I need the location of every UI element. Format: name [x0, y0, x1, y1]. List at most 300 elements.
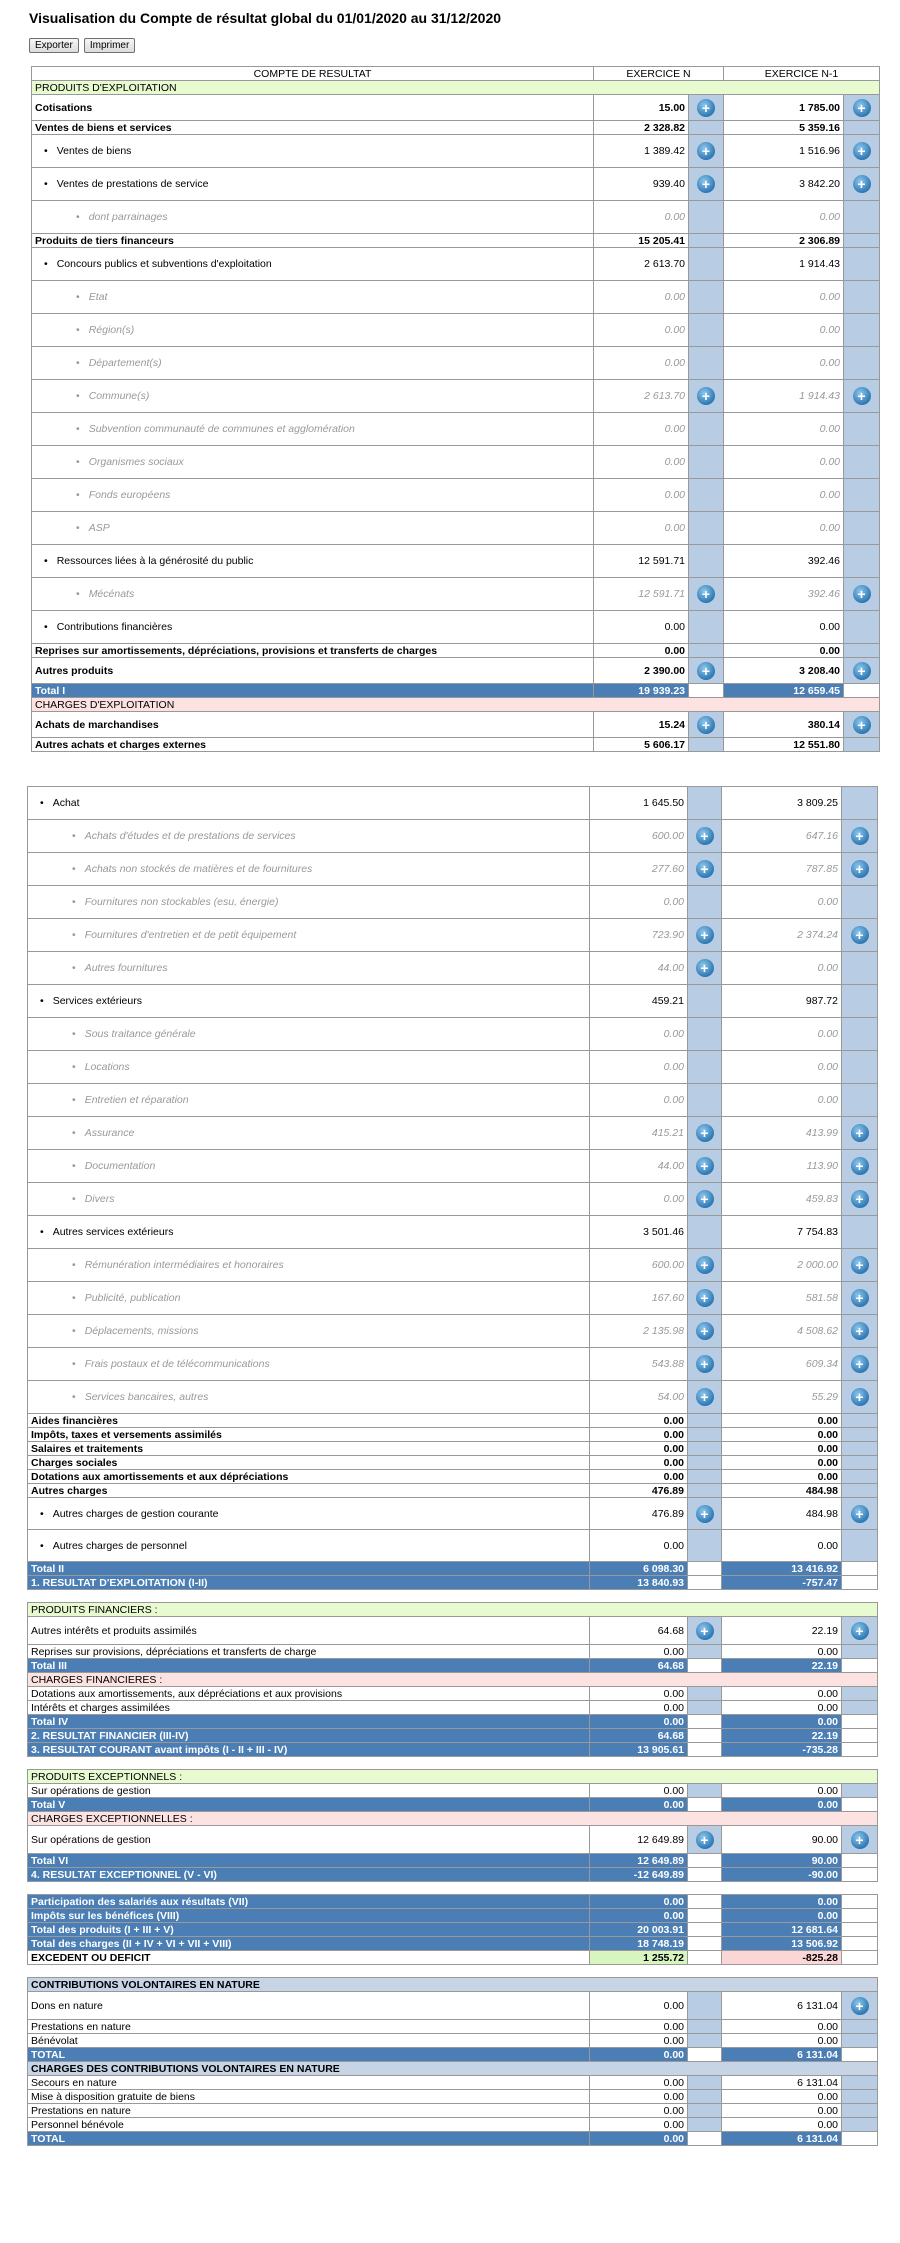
row-label-cell [28, 2020, 590, 2034]
section-header-row [28, 1770, 878, 1784]
value-exercice-n1: 2 000.00 [722, 1249, 842, 1282]
row-label-cell [28, 1414, 590, 1428]
value-exercice-n: 13 840.93 [590, 1576, 688, 1590]
value-exercice-n1: 647.16 [722, 820, 842, 853]
table-row [28, 1381, 878, 1414]
row-label: 1. RESULTAT D'EXPLOITATION (I-II) [31, 1576, 208, 1589]
plus-circle-icon[interactable]: + [851, 1190, 869, 1208]
row-label-cell [28, 1576, 590, 1590]
value-exercice-n1: 0.00 [724, 446, 844, 479]
value-exercice-n: 12 591.71 [594, 578, 689, 611]
value-exercice-n1: 22.19 [722, 1659, 842, 1673]
row-label: TOTAL [31, 2132, 66, 2145]
table-row [28, 919, 878, 952]
row-label-cell [32, 347, 594, 380]
detail-cell-n [689, 712, 724, 738]
detail-cell-n [689, 644, 724, 658]
detail-cell-n1 [842, 1530, 878, 1562]
table-row [28, 1498, 878, 1530]
bullet-icon: • [72, 1391, 76, 1403]
plus-circle-icon[interactable]: + [851, 1622, 869, 1640]
value-exercice-n: 0.00 [590, 1798, 688, 1812]
plus-circle-icon[interactable]: + [696, 1388, 714, 1406]
row-label: Bénévolat [31, 2034, 78, 2047]
plus-circle-icon[interactable]: + [853, 662, 871, 680]
bullet-icon: • [76, 390, 80, 402]
detail-cell-n1 [842, 1414, 878, 1428]
value-exercice-n: 723.90 [590, 919, 688, 952]
row-label: Autres services extérieurs [52, 1226, 174, 1238]
spacer-cell [28, 1965, 878, 1978]
row-label: Ventes de prestations de service [56, 178, 209, 190]
detail-cell-n [689, 201, 724, 234]
value-exercice-n: 0.00 [590, 1909, 688, 1923]
value-exercice-n1: 90.00 [722, 1826, 842, 1854]
row-label-cell [28, 2034, 590, 2048]
value-exercice-n: 54.00 [590, 1381, 688, 1414]
detail-cell-n [688, 1484, 722, 1498]
detail-cell-n1 [842, 1051, 878, 1084]
detail-cell-n [688, 1659, 722, 1673]
section-header-row [28, 1978, 878, 1992]
table-row [28, 2118, 878, 2132]
detail-cell-n [688, 1992, 722, 2020]
table-row [28, 1428, 878, 1442]
plus-circle-icon[interactable]: + [851, 860, 869, 878]
detail-cell-n1 [842, 853, 878, 886]
value-exercice-n: 415.21 [590, 1117, 688, 1150]
row-label-cell [28, 1937, 590, 1951]
row-label-cell [28, 1084, 590, 1117]
row-label: Ventes de biens et services [35, 121, 172, 134]
detail-cell-n1 [844, 95, 880, 121]
plus-circle-icon[interactable]: + [696, 1256, 714, 1274]
detail-cell-n1 [842, 886, 878, 919]
value-exercice-n1: 484.98 [722, 1484, 842, 1498]
value-exercice-n1: 0.00 [722, 1018, 842, 1051]
row-label-cell [28, 1530, 590, 1562]
section-header: CHARGES FINANCIERES : [28, 1673, 878, 1687]
detail-cell-n1 [842, 1937, 878, 1951]
row-label-cell [28, 787, 590, 820]
table-row [28, 1018, 878, 1051]
plus-circle-icon[interactable]: + [851, 1388, 869, 1406]
row-label: Services extérieurs [52, 995, 142, 1007]
row-label-cell [28, 1381, 590, 1414]
value-exercice-n: 0.00 [594, 413, 689, 446]
detail-cell-n [689, 446, 724, 479]
table-row [32, 95, 880, 121]
plus-circle-icon[interactable]: + [696, 1322, 714, 1340]
bullet-icon: • [72, 1325, 76, 1337]
detail-cell-n [688, 1617, 722, 1645]
value-exercice-n1: 2 374.24 [722, 919, 842, 952]
total-row [28, 1909, 878, 1923]
column-header-n1: EXERCICE N-1 [724, 67, 880, 81]
detail-cell-n [689, 738, 724, 752]
plus-circle-icon[interactable]: + [853, 716, 871, 734]
table-row [32, 545, 880, 578]
value-exercice-n: 167.60 [590, 1282, 688, 1315]
plus-circle-icon[interactable]: + [696, 1831, 714, 1849]
row-label-cell [28, 1645, 590, 1659]
row-label-cell [28, 1348, 590, 1381]
row-label-cell [32, 234, 594, 248]
detail-cell-n [688, 1576, 722, 1590]
bullet-icon: • [76, 489, 80, 501]
detail-cell-n1 [842, 2104, 878, 2118]
plus-circle-icon[interactable]: + [697, 99, 715, 117]
print-button[interactable]: Imprimer [84, 38, 135, 53]
plus-circle-icon[interactable]: + [696, 1190, 714, 1208]
value-exercice-n: 0.00 [590, 1018, 688, 1051]
detail-cell-n [688, 787, 722, 820]
table-row [28, 1414, 878, 1428]
row-label-cell [28, 1183, 590, 1216]
value-exercice-n1: 0.00 [722, 1715, 842, 1729]
plus-circle-icon[interactable]: + [696, 926, 714, 944]
value-exercice-n: 0.00 [590, 1992, 688, 2020]
row-label: Etat [88, 291, 108, 303]
row-label: Autres charges de gestion courante [52, 1507, 219, 1520]
table-row [28, 1442, 878, 1456]
detail-cell-n1 [842, 1951, 878, 1965]
detail-cell-n1 [844, 545, 880, 578]
detail-cell-n [689, 380, 724, 413]
detail-cell-n [688, 1051, 722, 1084]
plus-circle-icon[interactable]: + [697, 387, 715, 405]
total-row [28, 1729, 878, 1743]
detail-cell-n1 [842, 2034, 878, 2048]
row-label: Ressources liées à la générosité du public [56, 555, 254, 567]
row-label-cell [32, 479, 594, 512]
plus-circle-icon[interactable]: + [696, 1289, 714, 1307]
plus-circle-icon[interactable]: + [696, 1157, 714, 1175]
bullet-icon: • [76, 423, 80, 435]
plus-circle-icon[interactable]: + [851, 827, 869, 845]
row-label: EXCEDENT OU DEFICIT [31, 1951, 151, 1964]
section-header-row [28, 1603, 878, 1617]
plus-circle-icon[interactable]: + [697, 662, 715, 680]
value-exercice-n: 44.00 [590, 1150, 688, 1183]
detail-cell-n1 [842, 919, 878, 952]
plus-circle-icon[interactable]: + [696, 959, 714, 977]
value-exercice-n1: -735.28 [722, 1743, 842, 1757]
plus-circle-icon[interactable]: + [696, 860, 714, 878]
plus-circle-icon[interactable]: + [697, 175, 715, 193]
row-label: Autres charges [31, 1484, 108, 1497]
value-exercice-n1: 0.00 [724, 281, 844, 314]
value-exercice-n1: 7 754.83 [722, 1216, 842, 1249]
table-row [28, 1183, 878, 1216]
detail-cell-n [689, 658, 724, 684]
detail-cell-n [688, 1442, 722, 1456]
table-row [32, 738, 880, 752]
detail-cell-n1 [842, 1562, 878, 1576]
section-header: PRODUITS FINANCIERS : [28, 1603, 878, 1617]
table-row [28, 2076, 878, 2090]
bullet-icon: • [40, 1226, 44, 1238]
row-label-cell [28, 886, 590, 919]
table-row [32, 413, 880, 446]
value-exercice-n: 0.00 [590, 1701, 688, 1715]
value-exercice-n1: 0.00 [722, 1051, 842, 1084]
value-exercice-n: 476.89 [590, 1484, 688, 1498]
bullet-icon: • [44, 621, 48, 633]
table-row [28, 1348, 878, 1381]
value-exercice-n1: 12 551.80 [724, 738, 844, 752]
detail-cell-n1 [844, 168, 880, 201]
value-exercice-n: 2 613.70 [594, 248, 689, 281]
row-label-cell [28, 1659, 590, 1673]
row-label-cell [28, 1428, 590, 1442]
detail-cell-n1 [842, 1729, 878, 1743]
value-exercice-n1: 1 785.00 [724, 95, 844, 121]
plus-circle-icon[interactable]: + [851, 1831, 869, 1849]
export-button[interactable]: Exporter [29, 38, 79, 53]
detail-cell-n [688, 1826, 722, 1854]
detail-cell-n1 [842, 1150, 878, 1183]
detail-cell-n1 [844, 380, 880, 413]
row-label: TOTAL [31, 2048, 66, 2061]
value-exercice-n: 0.00 [594, 201, 689, 234]
detail-cell-n1 [842, 1576, 878, 1590]
plus-circle-icon[interactable]: + [853, 387, 871, 405]
bullet-icon: • [76, 588, 80, 600]
detail-cell-n [689, 168, 724, 201]
total-row [28, 1562, 878, 1576]
detail-cell-n [689, 234, 724, 248]
value-exercice-n: 0.00 [590, 1414, 688, 1428]
plus-circle-icon[interactable]: + [851, 1289, 869, 1307]
row-label: Autres fournitures [84, 962, 168, 974]
value-exercice-n: 12 649.89 [590, 1854, 688, 1868]
plus-circle-icon[interactable]: + [851, 926, 869, 944]
detail-cell-n [688, 1348, 722, 1381]
table-row [32, 512, 880, 545]
plus-circle-icon[interactable]: + [696, 1505, 714, 1523]
detail-cell-n1 [844, 512, 880, 545]
row-label: Ventes de biens [56, 145, 132, 157]
value-exercice-n1: 113.90 [722, 1150, 842, 1183]
detail-cell-n1 [842, 1282, 878, 1315]
value-exercice-n: 0.00 [590, 2076, 688, 2090]
row-label: Dons en nature [31, 1999, 103, 2012]
plus-circle-icon[interactable]: + [851, 1256, 869, 1274]
plus-circle-icon[interactable]: + [851, 1997, 869, 2015]
detail-cell-n [688, 1729, 722, 1743]
detail-cell-n [688, 1645, 722, 1659]
detail-cell-n [688, 2118, 722, 2132]
row-label-cell [28, 853, 590, 886]
table-row [32, 644, 880, 658]
row-label: Fournitures d'entretien et de petit équipement [84, 929, 297, 941]
table-row [28, 1687, 878, 1701]
value-exercice-n1: 2 306.89 [724, 234, 844, 248]
plus-circle-icon[interactable]: + [696, 1124, 714, 1142]
detail-cell-n1 [842, 1715, 878, 1729]
plus-circle-icon[interactable]: + [697, 585, 715, 603]
detail-cell-n1 [842, 820, 878, 853]
total-row [28, 1923, 878, 1937]
section-header-row [28, 1673, 878, 1687]
value-exercice-n: 19 939.23 [594, 684, 689, 698]
value-exercice-n1: 581.58 [722, 1282, 842, 1315]
total-row [28, 1895, 878, 1909]
row-label: Autres achats et charges externes [35, 738, 206, 751]
value-exercice-n1: 0.00 [724, 611, 844, 644]
row-label: Produits de tiers financeurs [35, 234, 174, 247]
row-label-cell [28, 1715, 590, 1729]
detail-cell-n1 [844, 684, 880, 698]
plus-circle-icon[interactable]: + [853, 175, 871, 193]
detail-cell-n [689, 512, 724, 545]
detail-cell-n1 [842, 2118, 878, 2132]
table-row [28, 1470, 878, 1484]
bullet-icon: • [72, 1094, 76, 1106]
value-exercice-n: 0.00 [590, 2118, 688, 2132]
detail-cell-n [688, 2048, 722, 2062]
table-row [32, 578, 880, 611]
value-exercice-n: 0.00 [590, 1895, 688, 1909]
detail-cell-n [688, 1798, 722, 1812]
detail-cell-n [688, 985, 722, 1018]
row-label: dont parrainages [88, 211, 168, 223]
detail-cell-n1 [842, 1498, 878, 1530]
row-label-cell [32, 578, 594, 611]
detail-cell-n [688, 2104, 722, 2118]
detail-cell-n [688, 1715, 722, 1729]
plus-circle-icon[interactable]: + [853, 99, 871, 117]
plus-circle-icon[interactable]: + [697, 716, 715, 734]
detail-cell-n1 [842, 1117, 878, 1150]
row-label: Total I [35, 684, 66, 697]
table-row [28, 1645, 878, 1659]
value-exercice-n1: 1 914.43 [724, 380, 844, 413]
plus-circle-icon[interactable]: + [696, 1355, 714, 1373]
detail-cell-n [688, 1216, 722, 1249]
row-label-cell [32, 658, 594, 684]
plus-circle-icon[interactable]: + [851, 1322, 869, 1340]
row-label-cell [32, 446, 594, 479]
table-row [28, 1992, 878, 2020]
table-row [32, 248, 880, 281]
detail-cell-n1 [842, 1183, 878, 1216]
value-exercice-n1: 0.00 [724, 314, 844, 347]
row-label: Assurance [84, 1127, 135, 1139]
value-exercice-n1: 3 809.25 [722, 787, 842, 820]
row-label: Reprises sur provisions, dépréciations et transferts de charge [31, 1645, 317, 1658]
plus-circle-icon[interactable]: + [851, 1505, 869, 1523]
value-exercice-n: 15.00 [594, 95, 689, 121]
row-label-cell [28, 1868, 590, 1882]
row-label-cell [28, 985, 590, 1018]
value-exercice-n: 0.00 [590, 1084, 688, 1117]
row-label: Fournitures non stockables (esu, énergie) [84, 896, 279, 908]
plus-circle-icon[interactable]: + [851, 1355, 869, 1373]
row-label: Rémunération intermédiaires et honoraires [84, 1259, 284, 1271]
row-label-cell [32, 168, 594, 201]
plus-circle-icon[interactable]: + [696, 827, 714, 845]
row-label-cell [32, 95, 594, 121]
plus-circle-icon[interactable]: + [853, 142, 871, 160]
row-label-cell [28, 1826, 590, 1854]
bullet-icon: • [72, 929, 76, 941]
row-label: Total II [31, 1562, 65, 1575]
detail-cell-n1 [842, 2048, 878, 2062]
value-exercice-n1: 0.00 [722, 1645, 842, 1659]
row-label: Aides financières [31, 1414, 118, 1427]
table-row [32, 314, 880, 347]
table-row [28, 853, 878, 886]
plus-circle-icon[interactable]: + [851, 1124, 869, 1142]
table-row [32, 168, 880, 201]
plus-circle-icon[interactable]: + [697, 142, 715, 160]
value-exercice-n1: 459.83 [722, 1183, 842, 1216]
detail-cell-n [688, 2076, 722, 2090]
detail-cell-n1 [844, 446, 880, 479]
plus-circle-icon[interactable]: + [853, 585, 871, 603]
detail-cell-n [688, 2132, 722, 2146]
detail-cell-n [688, 1951, 722, 1965]
plus-circle-icon[interactable]: + [696, 1622, 714, 1640]
value-exercice-n1: 0.00 [722, 1687, 842, 1701]
bullet-icon: • [44, 145, 48, 157]
row-label: Achats non stockés de matières et de fournitures [84, 863, 313, 875]
row-label-cell [28, 1470, 590, 1484]
plus-circle-icon[interactable]: + [851, 1157, 869, 1175]
value-exercice-n: 1 255.72 [590, 1951, 688, 1965]
detail-cell-n [688, 1428, 722, 1442]
detail-cell-n1 [842, 1909, 878, 1923]
row-label: Autres charges de personnel [52, 1539, 187, 1552]
spacer-cell [28, 1882, 878, 1895]
row-label: Autres produits [35, 664, 114, 677]
row-label: Total des charges (II + IV + VI + VII + VIII) [31, 1937, 232, 1950]
section-header: CHARGES EXCEPTIONNELLES : [28, 1812, 878, 1826]
value-exercice-n1: 0.00 [722, 1414, 842, 1428]
bullet-icon: • [72, 1028, 76, 1040]
section-header-row [28, 2062, 878, 2076]
bullet-icon: • [76, 522, 80, 534]
detail-cell-n1 [844, 248, 880, 281]
detail-cell-n1 [844, 658, 880, 684]
detail-cell-n1 [842, 1868, 878, 1882]
income-statement-table-part2 [27, 786, 878, 2146]
row-label: Locations [84, 1061, 130, 1073]
table-row [32, 234, 880, 248]
value-exercice-n1: 0.00 [722, 1909, 842, 1923]
value-exercice-n: 15 205.41 [594, 234, 689, 248]
column-header-label: COMPTE DE RESULTAT [32, 67, 594, 81]
table-row [28, 886, 878, 919]
detail-cell-n [688, 1909, 722, 1923]
row-label: Salaires et traitements [31, 1442, 144, 1455]
value-exercice-n1: 0.00 [724, 347, 844, 380]
detail-cell-n [688, 1183, 722, 1216]
value-exercice-n: 0.00 [594, 347, 689, 380]
detail-cell-n [689, 413, 724, 446]
value-exercice-n: 0.00 [594, 446, 689, 479]
detail-cell-n1 [844, 644, 880, 658]
detail-cell-n1 [842, 1923, 878, 1937]
section-header-row [32, 698, 880, 712]
value-exercice-n: 5 606.17 [594, 738, 689, 752]
row-label-cell [32, 413, 594, 446]
value-exercice-n: 2 135.98 [590, 1315, 688, 1348]
row-label-cell [32, 201, 594, 234]
detail-cell-n1 [844, 479, 880, 512]
